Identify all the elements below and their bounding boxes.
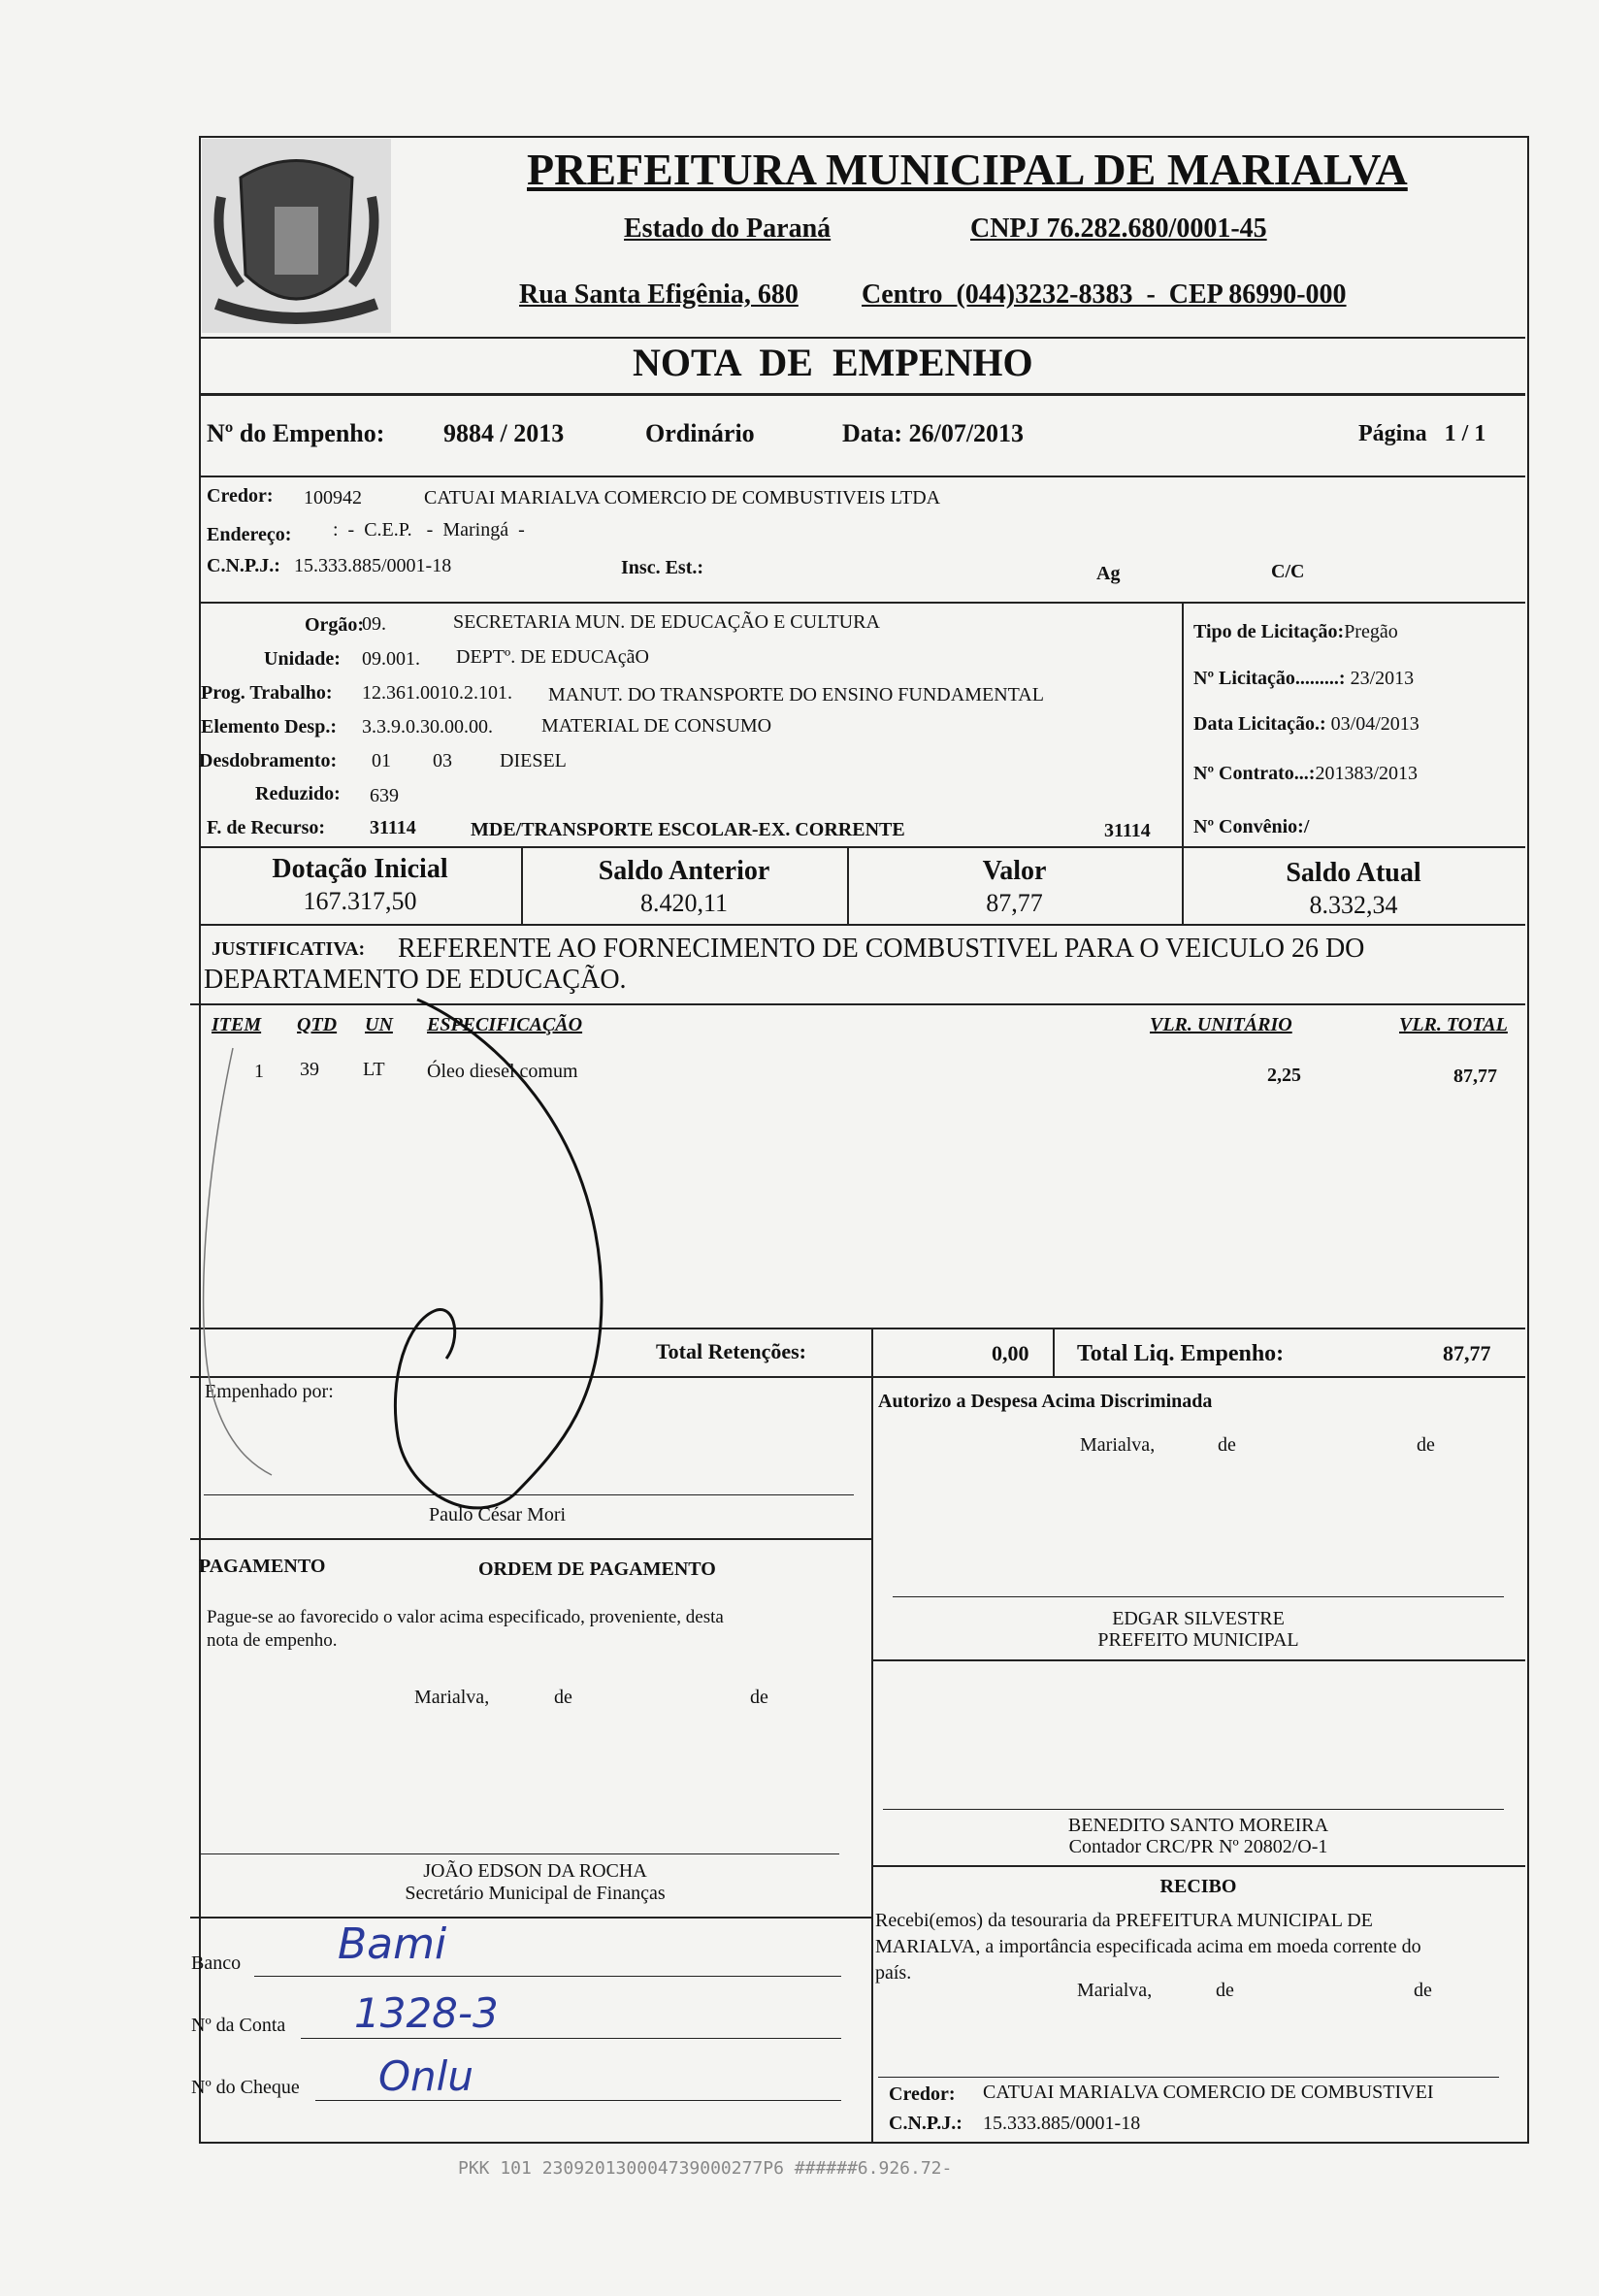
recibo-text-line3: país. — [875, 1962, 912, 1984]
banco-label: Banco — [191, 1952, 242, 1974]
pague-text-line1: Pague-se ao favorecido o valor acima especificado, proveniente, desta — [207, 1607, 724, 1627]
desdob-desc: DIESEL — [500, 750, 567, 771]
pagamento-de1: de — [554, 1687, 572, 1708]
insc-est-label: Insc. Est.: — [621, 557, 704, 578]
coat-of-arms-icon — [202, 139, 391, 333]
valor-value: 87,77 — [986, 889, 1043, 917]
unidade-code: 09.001. — [362, 648, 420, 670]
row-spec: Óleo diesel comum — [427, 1061, 578, 1082]
retencoes-label: Total Retenções: — [656, 1339, 806, 1363]
recurso-code: 31114 — [370, 817, 416, 838]
conta-handwritten: 1328-3 — [354, 1989, 499, 2037]
elemento-code: 3.3.9.0.30.00.00. — [362, 716, 493, 738]
address-label: Endereço: — [207, 524, 292, 545]
autorizo-city: Marialva, — [1080, 1434, 1156, 1456]
cnpj-label: C.N.P.J.: — [207, 555, 280, 576]
orgao-code: 09. — [362, 613, 386, 635]
banco-handwritten: Bami — [338, 1919, 447, 1969]
agencia-label: Ag — [1096, 563, 1121, 584]
recibo-city: Marialva, — [1077, 1980, 1153, 2001]
orgao-desc: SECRETARIA MUN. DE EDUCAÇÃO E CULTURA — [453, 611, 880, 633]
prog-label: Prog. Trabalho: — [201, 682, 333, 704]
ordem-pagamento-label: ORDEM DE PAGAMENTO — [478, 1558, 716, 1580]
pagamento-city: Marialva, — [414, 1687, 490, 1708]
empenho-label: Nº do Empenho: — [207, 419, 385, 447]
municipality-title: PREFEITURA MUNICIPAL DE MARIALVA — [527, 145, 1408, 194]
page-number: Página 1 / 1 — [1358, 421, 1486, 446]
orgao-label: Orgão: — [305, 614, 365, 636]
credor-address: : - C.E.P. - Maringá - — [333, 519, 525, 541]
recibo-cnpj-value: 15.333.885/0001-18 — [983, 2113, 1141, 2134]
credor-cnpj: 15.333.885/0001-18 — [294, 555, 452, 576]
street-address: Rua Santa Efigênia, 680 — [519, 279, 799, 310]
saldo-atual-label: Saldo Atual — [1286, 858, 1421, 888]
recibo-credor-name: CATUAI MARIALVA COMERCIO DE COMBUSTIVEI — [983, 2082, 1434, 2103]
recibo-de1: de — [1216, 1980, 1234, 2001]
dotacao-label: Dotação Inicial — [272, 854, 448, 884]
contrato-label: Nº Contrato...:201383/2013 — [1193, 763, 1419, 784]
recibo-cnpj-label: C.N.P.J.: — [889, 2113, 963, 2134]
col-unit-price-header: VLR. UNITÁRIO — [1150, 1014, 1292, 1035]
financas-name: JOÃO EDSON DA ROCHA — [423, 1860, 647, 1882]
recibo-text-line2: MARIALVA, a importância especificada acima em moeda corrente do — [875, 1936, 1421, 1957]
reduzido-value: 639 — [370, 785, 399, 806]
empenhado-label: Empenhado por: — [205, 1381, 334, 1402]
cc-label: C/C — [1271, 561, 1305, 582]
prefeito-role: PREFEITO MUNICIPAL — [1097, 1629, 1299, 1651]
cheque-label: Nº do Cheque — [191, 2077, 300, 2098]
pagamento-label: PAGAMENTO — [199, 1556, 326, 1577]
saldo-anterior-value: 8.420,11 — [639, 889, 729, 917]
autorizo-de2: de — [1417, 1434, 1435, 1456]
state-name: Estado do Paraná — [624, 213, 832, 244]
credor-label: Credor: — [207, 485, 274, 507]
justificativa-text-line2: DEPARTAMENTO DE EDUCAÇÃO. — [204, 965, 627, 995]
row-item: 1 — [254, 1061, 264, 1082]
recibo-label: RECIBO — [1159, 1876, 1237, 1897]
elemento-label: Elemento Desp.: — [201, 716, 337, 738]
empenho-number: 9884 / 2013 — [443, 419, 565, 447]
recurso-label: F. de Recurso: — [207, 817, 326, 838]
licitacao-type-label: Tipo de Licitação:Pregão — [1193, 621, 1398, 642]
col-un-header: UN — [365, 1014, 393, 1035]
licitacao-number-label: Nº Licitação.........: 23/2013 — [1193, 668, 1415, 689]
signature-scrawl — [194, 990, 640, 1533]
recurso-code2: 31114 — [1104, 820, 1151, 841]
document-title: NOTA DE EMPENHO — [633, 341, 1033, 384]
pagamento-de2: de — [750, 1687, 768, 1708]
saldo-atual-value: 8.332,34 — [1309, 891, 1398, 919]
row-total: 87,77 — [1453, 1066, 1497, 1087]
financas-role: Secretário Municipal de Finanças — [405, 1883, 666, 1904]
row-qtd: 39 — [300, 1059, 319, 1080]
credor-name: CATUAI MARIALVA COMERCIO DE COMBUSTIVEIS LTDA — [424, 487, 941, 508]
prefeito-name: EDGAR SILVESTRE — [1112, 1608, 1285, 1629]
reduzido-label: Reduzido: — [255, 783, 341, 804]
autorizo-label: Autorizo a Despesa Acima Discriminada — [878, 1391, 1213, 1412]
elemento-desc: MATERIAL DE CONSUMO — [541, 715, 772, 737]
recibo-credor-label: Credor: — [889, 2083, 956, 2105]
row-un: LT — [363, 1059, 385, 1080]
pague-text-line2: nota de empenho. — [207, 1630, 338, 1651]
contador-name: BENEDITO SANTO MOREIRA — [1067, 1815, 1329, 1836]
empenho-type: Ordinário — [645, 419, 755, 447]
autorizo-de1: de — [1218, 1434, 1236, 1456]
empenhado-name: Paulo César Mori — [429, 1504, 567, 1525]
recibo-text-line1: Recebi(emos) da tesouraria da PREFEITURA MUNICIPAL DE — [875, 1910, 1373, 1931]
liquido-label: Total Liq. Empenho: — [1077, 1341, 1285, 1366]
col-total-header: VLR. TOTAL — [1399, 1014, 1508, 1035]
row-unit-price: 2,25 — [1267, 1065, 1301, 1086]
justificativa-label: JUSTIFICATIVA: — [212, 938, 366, 960]
conta-label: Nº da Conta — [191, 2015, 286, 2036]
col-qtd-header: QTD — [297, 1014, 338, 1035]
col-spec-header: ESPECIFICAÇÃO — [427, 1014, 583, 1035]
credor-code: 100942 — [304, 487, 362, 508]
prog-desc: MANUT. DO TRANSPORTE DO ENSINO FUNDAMENTAL — [548, 684, 1044, 705]
cheque-handwritten: Onlu — [378, 2052, 473, 2100]
recibo-de2: de — [1414, 1980, 1432, 2001]
unidade-label: Unidade: — [264, 648, 341, 670]
desdob-b: 03 — [433, 750, 452, 771]
cnpj-header: CNPJ 76.282.680/0001-45 — [970, 213, 1267, 244]
valor-label: Valor — [982, 856, 1047, 886]
dotacao-value: 167.317,50 — [303, 887, 417, 915]
footer-stamp: PKK 101 230920130004739000277P6 ######6.926.72- — [458, 2158, 953, 2179]
desdob-a: 01 — [372, 750, 391, 771]
prog-code: 12.361.0010.2.101. — [362, 682, 512, 704]
contact-line: Centro (044)3232-8383 - CEP 86990-000 — [862, 279, 1347, 310]
licitacao-date-label: Data Licitação.: 03/04/2013 — [1193, 713, 1420, 735]
recurso-desc: MDE/TRANSPORTE ESCOLAR-EX. CORRENTE — [471, 819, 905, 840]
justificativa-text-line1: REFERENTE AO FORNECIMENTO DE COMBUSTIVEL PARA O VEICULO 26 DO — [398, 934, 1365, 964]
contador-role: Contador CRC/PR Nº 20802/O-1 — [1068, 1836, 1328, 1857]
unidade-desc: DEPTº. DE EDUCAçãO — [456, 646, 649, 668]
saldo-anterior-label: Saldo Anterior — [598, 856, 770, 886]
empenho-date: Data: 26/07/2013 — [842, 419, 1025, 447]
col-item-header: ITEM — [212, 1014, 262, 1035]
desdob-label: Desdobramento: — [199, 750, 338, 771]
retencoes-value: 0,00 — [992, 1341, 1029, 1365]
liquido-value: 87,77 — [1443, 1341, 1491, 1365]
convenio-label: Nº Convênio:/ — [1193, 816, 1310, 837]
